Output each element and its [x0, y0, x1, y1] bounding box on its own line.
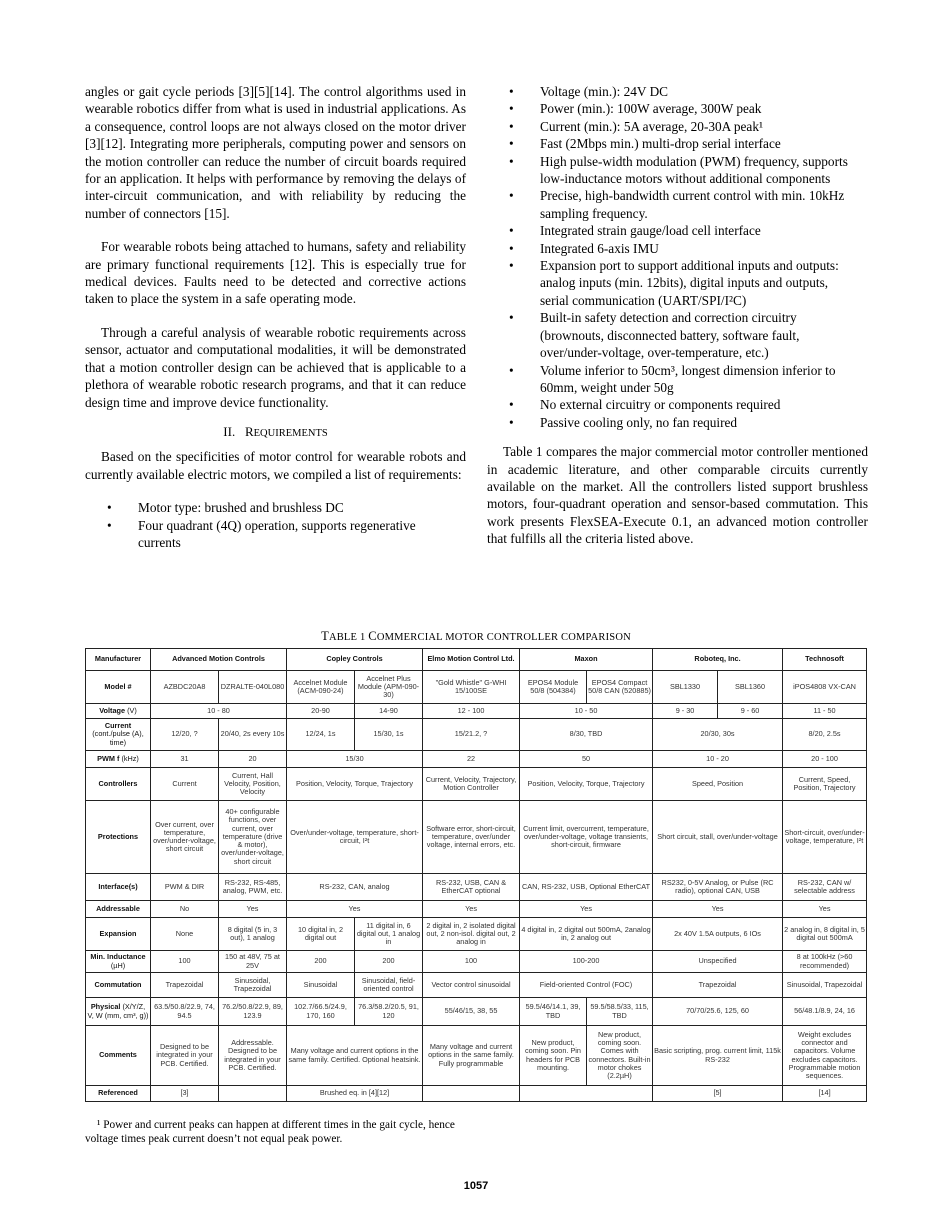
list-item: • Built-in safety detection and correction circuitry (brownouts, disconnected battery, software fault, over/under-voltage, over-temperature, etc.) [487, 309, 868, 361]
table-cell: No [151, 901, 219, 918]
table-cell: 8/20, 2.5s [783, 719, 867, 751]
table-cell: Software error, short-circuit, temperature, over/under voltage, internal errors, etc. [423, 801, 520, 874]
table-cell: Sinusoidal, Trapezoidal [219, 973, 287, 998]
requirements-list [85, 499, 466, 551]
table-cell: Yes [423, 901, 520, 918]
row-label-text: Commutation [94, 979, 142, 989]
table-cell: 59.5/58.5/33, 115, TBD [587, 998, 653, 1026]
table-cell: Current, Hall Velocity, Position, Velocity [219, 768, 287, 801]
row-label-text: Controllers [98, 778, 138, 788]
row-label [86, 874, 151, 901]
table-cell: Designed to be integrated in your PCB. Certified. [151, 1026, 219, 1086]
row-label-text: Addressable [96, 903, 140, 913]
table-cell: 10 - 20 [653, 751, 783, 768]
table-cell: Current, Speed, Position, Trajectory [783, 768, 867, 801]
table-cell: 9 - 60 [718, 704, 783, 719]
table-cell: 76.3/58.2/20.5, 91, 120 [355, 998, 423, 1026]
list-item: • Four quadrant (4Q) operation, supports regenerative currents [85, 517, 466, 552]
table-cell: 10 - 50 [520, 704, 653, 719]
table-cell: Yes [287, 901, 423, 918]
table-row [86, 704, 867, 719]
manufacturer-cell: Elmo Motion Control Ltd. [423, 649, 520, 671]
footnote: ¹ Power and current peaks can happen at different times in the gait cycle, hence voltage times peak current doesn’t not equal peak power. [85, 1119, 455, 1145]
row-label [86, 998, 151, 1026]
list-item: • No external circuitry or components required [487, 396, 868, 413]
table-row [86, 901, 867, 918]
table-row [86, 649, 867, 671]
list-item: • Passive cooling only, no fan required [487, 414, 868, 431]
table-cell: 8 at 100kHz (>60 recommended) [783, 951, 867, 973]
table-cell: EPOS4 Module 50/8 (504384) [520, 671, 587, 704]
row-label [86, 918, 151, 951]
table-cell: 2 digital in, 2 isolated digital out, 2 non-isol. digital out, 2 analog in [423, 918, 520, 951]
requirements-list [487, 83, 868, 431]
table-cell [520, 1086, 653, 1102]
table-cell: 20-90 [287, 704, 355, 719]
table-cell: Position, Velocity, Torque, Trajectory [520, 768, 653, 801]
table-cell: None [151, 918, 219, 951]
list-item: • Volume inferior to 50cm³, longest dimension inferior to 60mm, weight under 50g [487, 362, 868, 397]
table-cell: Over/under-voltage, temperature, short-circuit, I²t [287, 801, 423, 874]
table-cell [423, 1086, 520, 1102]
row-label-text: Physical [90, 1002, 121, 1012]
table-cell: 200 [287, 951, 355, 973]
table-cell: Trapezoidal [151, 973, 219, 998]
table-cell: Current limit, overcurrent, temperature, over/under-voltage, voltage transients, short-circuit, firmware [520, 801, 653, 874]
table-cell: New product, coming soon. Pin headers for PCB mounting. [520, 1026, 587, 1086]
row-label [86, 1086, 151, 1102]
list-item: • High pulse-width modulation (PWM) frequency, supports low-inductance motors without additional components [487, 153, 868, 188]
row-label [86, 704, 151, 719]
table-row [86, 874, 867, 901]
table-cell: 9 - 30 [653, 704, 718, 719]
row-label-unit: (cont./pulse (A), time) [92, 729, 144, 747]
table-cell: Short-circuit, over/under-voltage, temperature, I²t [783, 801, 867, 874]
row-label-text: Model # [104, 681, 132, 691]
table-cell [219, 1086, 287, 1102]
heading-number: II. [223, 423, 236, 439]
paragraph: Based on the specificities of motor control for wearable robots and currently available electric motors, we compiled a list of requirements: [85, 449, 466, 482]
table-cell: Accelnet Plus Module (APM-090-30) [355, 671, 423, 704]
list-item: • Expansion port to support additional inputs and outputs: analog inputs (min. 12bits), digital inputs and outputs, serial communication (UART/SPI/I²C) [487, 257, 868, 309]
table-cell: Speed, Position [653, 768, 783, 801]
table-cell: 100 [151, 951, 219, 973]
table-cell: SBL1330 [653, 671, 718, 704]
table-cell: Short circuit, stall, over/under-voltage [653, 801, 783, 874]
table-cell: RS-232, RS-485, analog, PWM, etc. [219, 874, 287, 901]
table-cell: SBL1360 [718, 671, 783, 704]
table-cell: 10 digital in, 2 digital out [287, 918, 355, 951]
paragraph: angles or gait cycle periods [3][5][14]. The control algorithms used in wearable robotics differ from what is used in industrial applications. As a consequence, control loops are not always closed on the motor driver [3][12]. Integrating more peripherals, computing power and sensors on the motion controller can reduce the number of circuit boards required for an application. It helps with performance by removing the delays of inter-circuit communication, and with reliability by reducing the number of connectors [15]. [85, 84, 466, 221]
table-cell: 56/48.1/8.9, 24, 16 [783, 998, 867, 1026]
manufacturer-cell: Maxon [520, 649, 653, 671]
table-row [86, 1086, 867, 1102]
table-cell: 8 digital (5 in, 3 out), 1 analog [219, 918, 287, 951]
table-cell: CAN, RS-232, USB, Optional EtherCAT [520, 874, 653, 901]
caption-part: OMMERCIAL MOTOR CONTROLLER COMPARISON [376, 632, 631, 643]
row-label-unit: (kHz) [121, 753, 139, 763]
table-cell: 10 - 80 [151, 704, 287, 719]
table-cell: 11 - 50 [783, 704, 867, 719]
table-cell: Vector control sinusoidal [423, 973, 520, 998]
table-cell: Yes [520, 901, 653, 918]
row-label-unit: (µH) [110, 960, 126, 970]
table-cell: Accelnet Module (ACM-090-24) [287, 671, 355, 704]
table-cell: 12/20, ? [151, 719, 219, 751]
list-item: • Precise, high-bandwidth current control with min. 10kHz sampling frequency. [487, 187, 868, 222]
heading-initial: R [244, 423, 254, 439]
table-cell: Current, Velocity, Trajectory, Motion Controller [423, 768, 520, 801]
table-cell: 55/46/15, 38, 55 [423, 998, 520, 1026]
table-cell: [5] [653, 1086, 783, 1102]
list-item: • Motor type: brushed and brushless DC [85, 499, 466, 516]
table-cell: Yes [783, 901, 867, 918]
table-cell: 15/30 [287, 751, 423, 768]
table-row [86, 801, 867, 874]
manufacturer-cell: Technosoft [783, 649, 867, 671]
table-cell: RS-232, CAN w/ selectable address [783, 874, 867, 901]
list-item: • Voltage (min.): 24V DC [487, 83, 868, 100]
table-cell: 20 [219, 751, 287, 768]
table-cell: Sinusoidal, Trapezoidal [783, 973, 867, 998]
table-cell: Many voltage and current options in the same family. Fully programmable [423, 1026, 520, 1086]
row-label-text: Voltage [99, 705, 126, 715]
paragraph: Through a careful analysis of wearable robotic requirements across sensor, actuator and computational modalities, it will be demonstrated that a motion controller design can be achieved that is applicable to a plethora of wearable robotic research programs, and that it can reduce design time and improve device functionality. [85, 324, 466, 410]
table-cell: AZBDC20A8 [151, 671, 219, 704]
row-label-text: Manufacturer [94, 654, 142, 664]
table-cell: Yes [219, 901, 287, 918]
row-label [86, 671, 151, 704]
table-cell: Basic scripting, prog. current limit, 115k RS-232 [653, 1026, 783, 1086]
table-cell: 20/30, 30s [653, 719, 783, 751]
paragraph: For wearable robots being attached to humans, safety and reliability are primary functional requirements [12]. This is especially true for medical devices. Faults need to be detected and corrective actions taken to place the system in a safe operating mode. [85, 239, 466, 307]
table-cell: Position, Velocity, Torque, Trajectory [287, 768, 423, 801]
table-cell: Current [151, 768, 219, 801]
row-label [86, 751, 151, 768]
table-cell: [14] [783, 1086, 867, 1102]
list-item: • Power (min.): 100W average, 300W peak [487, 100, 868, 117]
table-row [86, 719, 867, 751]
table-row [86, 973, 867, 998]
comparison-table [85, 648, 867, 1102]
row-label [86, 901, 151, 918]
table-cell: RS232, 0-5V Analog, or Pulse (RC radio), optional CAN, USB [653, 874, 783, 901]
table-row [86, 751, 867, 768]
row-label [86, 649, 151, 671]
right-column [487, 83, 868, 548]
table-cell: Field-oriented Control (FOC) [520, 973, 653, 998]
list-item: • Fast (2Mbps min.) multi-drop serial interface [487, 135, 868, 152]
table-cell: Sinusoidal, field-oriented control [355, 973, 423, 998]
manufacturer-cell: Copley Controls [287, 649, 423, 671]
table-cell: Unspecified [653, 951, 783, 973]
table-cell: 20/40, 2s every 10s [219, 719, 287, 751]
row-label-text: Expansion [99, 928, 137, 938]
row-label-unit: (X/Y/Z, V, W (mm, cm³, g)) [87, 1002, 149, 1020]
list-item: • Current (min.): 5A average, 20-30A peak¹ [487, 118, 868, 135]
manufacturer-cell: Advanced Motion Controls [151, 649, 287, 671]
table-cell: 150 at 48V, 75 at 25V [219, 951, 287, 973]
row-label [86, 951, 151, 973]
table-cell: 50 [520, 751, 653, 768]
table-cell: 2x 40V 1.5A outputs, 6 IOs [653, 918, 783, 951]
table-cell: RS-232, CAN, analog [287, 874, 423, 901]
table-cell: "Gold Whistle" G-WHI 15/100SE [423, 671, 520, 704]
table-cell: [3] [151, 1086, 219, 1102]
row-label-text: Protections [97, 831, 139, 841]
caption-part: ABLE 1 [328, 632, 369, 643]
caption-part: C [368, 629, 377, 643]
table-cell: Yes [653, 901, 783, 918]
table-cell: Brushed eq. in [4][12] [287, 1086, 423, 1102]
table-cell: Weight excludes connector and capacitors. Volume excludes capacitors. Programmable motion sequences. [783, 1026, 867, 1086]
table-cell: 100-200 [520, 951, 653, 973]
table-cell: 22 [423, 751, 520, 768]
row-label-unit: (V) [127, 705, 137, 715]
table-cell: Sinusoidal [287, 973, 355, 998]
table-cell: 59.5/46/14.1, 39, TBD [520, 998, 587, 1026]
row-label [86, 1026, 151, 1086]
table-cell: 8/30, TBD [520, 719, 653, 751]
table-row [86, 998, 867, 1026]
table-cell: 76.2/50.8/22.9, 89, 123.9 [219, 998, 287, 1026]
table-cell: RS-232, USB, CAN & EtherCAT optional [423, 874, 520, 901]
table-cell: 20 - 100 [783, 751, 867, 768]
left-column [85, 83, 466, 551]
list-item: • Integrated 6-axis IMU [487, 240, 868, 257]
table-cell: 11 digital in, 6 digital out, 1 analog in [355, 918, 423, 951]
table-cell: 40+ configurable functions, over current, over temperature (drive & motor), over/under-voltage, short circuit [219, 801, 287, 874]
table-cell: 102.7/66.5/24.9, 170, 160 [287, 998, 355, 1026]
row-label-text: Current [104, 721, 132, 731]
manufacturer-cell: Roboteq, Inc. [653, 649, 783, 671]
row-label-text: Comments [99, 1050, 137, 1060]
table-cell: 31 [151, 751, 219, 768]
section-heading [85, 423, 466, 442]
table-row [86, 768, 867, 801]
table-cell: 14-90 [355, 704, 423, 719]
paragraph: Table 1 compares the major commercial motor controller mentioned in academic literature, and other comparable circuits currently available on the market. All the controllers listed support brushless motors, four-quadrant operation and sensor-based commutation. This work presents FlexSEA-Execute 0.1, an advanced motion controller that fulfills all the criteria listed above. [487, 444, 868, 547]
caption-part: T [321, 629, 329, 643]
row-label-text: PWM f [97, 753, 120, 763]
table-cell: EPOS4 Compact 50/8 CAN (520885) [587, 671, 653, 704]
table-cell: 4 digital in, 2 digital out 500mA, 2analog in, 2 analog out [520, 918, 653, 951]
row-label [86, 801, 151, 874]
table-cell: New product, coming soon. Comes with connectors. Built-in motor chokes (2.2µH) [587, 1026, 653, 1086]
table-cell: 15/21.2, ? [423, 719, 520, 751]
table-cell: iPOS4808 VX-CAN [783, 671, 867, 704]
row-label [86, 768, 151, 801]
table-cell: 12/24, 1s [287, 719, 355, 751]
list-item: • Integrated strain gauge/load cell interface [487, 222, 868, 239]
row-label-text: Interface(s) [98, 881, 138, 891]
page-number: 1057 [463, 1180, 489, 1192]
table-cell: 200 [355, 951, 423, 973]
table-cell: Addressable. Designed to be integrated in your PCB. Certified. [219, 1026, 287, 1086]
table-cell: Many voltage and current options in the same family. Certified. Optional heatsink. [287, 1026, 423, 1086]
table-cell: 15/30, 1s [355, 719, 423, 751]
table-cell: 2 analog in, 8 digital in, 5 digital out 500mA [783, 918, 867, 951]
row-label [86, 719, 151, 751]
table-cell: DZRALTE-040L080 [219, 671, 287, 704]
row-label [86, 973, 151, 998]
row-label-text: Referenced [98, 1088, 138, 1098]
table-caption [0, 629, 952, 644]
table-row [86, 671, 867, 704]
table-cell: 63.5/50.8/22.9, 74, 94.5 [151, 998, 219, 1026]
table-cell: Trapezoidal [653, 973, 783, 998]
row-label-text: Min. Inductance [90, 952, 146, 962]
table-cell: PWM & DIR [151, 874, 219, 901]
table-row [86, 951, 867, 973]
table-row [86, 918, 867, 951]
table-cell: 12 - 100 [423, 704, 520, 719]
table-cell: 70/70/25.6, 125, 60 [653, 998, 783, 1026]
heading-rest: EQUIREMENTS [253, 427, 328, 439]
table-cell: Over current, over temperature, over/under-voltage, short circuit [151, 801, 219, 874]
table-row [86, 1026, 867, 1086]
table-cell: 100 [423, 951, 520, 973]
